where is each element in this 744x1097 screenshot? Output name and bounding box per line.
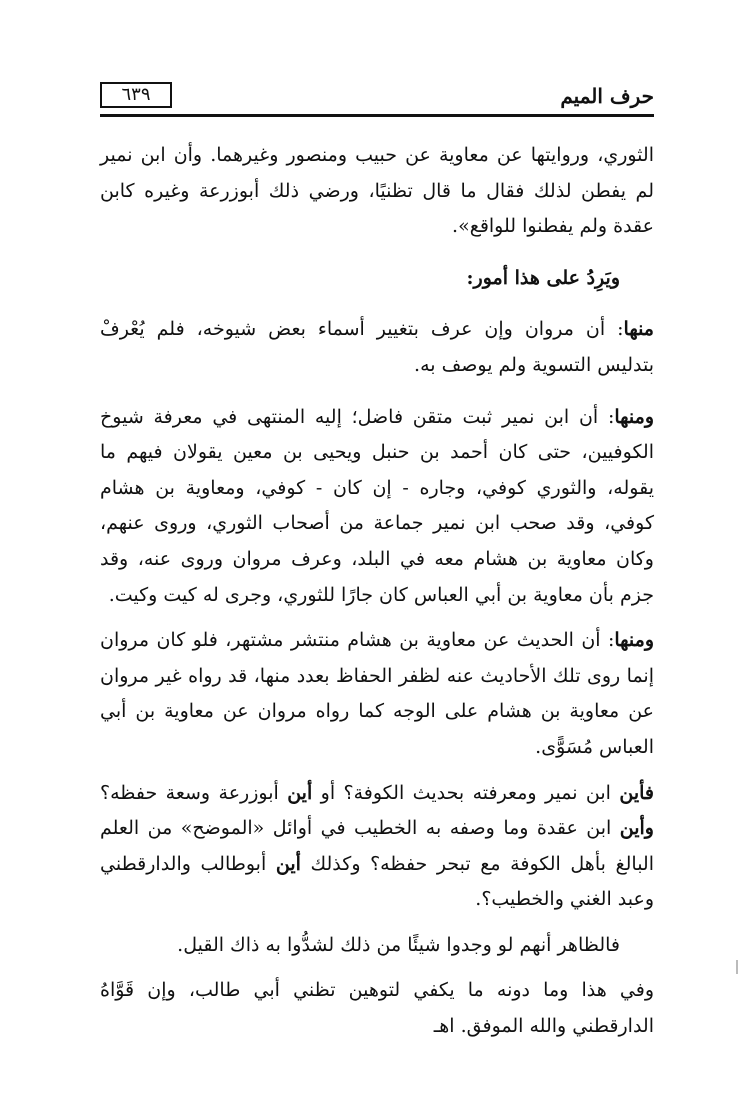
keyword: أين [287, 781, 313, 804]
paragraph-heading [100, 261, 654, 297]
lead-word: ومنها [614, 629, 654, 652]
page-number: ٦٣٩ [100, 82, 172, 108]
paragraph-point-3 [100, 623, 654, 765]
paragraph-final [100, 973, 654, 1044]
lead-word: ومنها [614, 405, 654, 428]
chapter-title: حرف الميم [560, 84, 654, 108]
paragraph-text: أبوزرعة وسعة حفظه؟ [100, 781, 288, 804]
header-rule [100, 114, 654, 117]
body-text [100, 138, 654, 1045]
paragraph-text: وفي هذا وما دونه ما يكفي لتوهين تظني أبي طالب، وإن قَوَّاهُ الدارقطني والله الموفق. اهـ [100, 979, 654, 1038]
keyword: فأين [619, 781, 654, 804]
paragraph-continuation [100, 138, 654, 245]
paragraph-questions [100, 776, 654, 918]
paragraph-text: : أن الحديث عن معاوية بن هشام منتشر مشتهر، فلو كان مروان إنما روى تلك الأحاديث عنه لظفر الحفاظ بعدد منها، قد رواه غير مروان عن معاوية بن هشام على الوجه كما رواه مروان عن معاوية بن أبي العباس مُسَوًّى. [100, 629, 654, 758]
paragraph-text: الثوري، وروايتها عن معاوية عن حبيب ومنصور وغيرهما. وأن ابن نمير لم يفطن لذلك فقال ما قال تظنيًا، ورضي ذلك أبوزرعة وغيره كابن عقدة ولم يفطنوا للواقع». [100, 144, 654, 238]
paragraph-text: : أن ابن نمير ثبت متقن فاضل؛ إليه المنتهى في معرفة شيوخ الكوفيين، حتى كان أحمد بن حنبل ويحيى بن معين يقولان فيهم ما يقوله، والثوري كوفي، وجاره - إن كان - كوفي، ومعاوية بن هشام كوفي، وقد صحب ابن نمير جماعة من أصحاب الثوري، وروى عنهم، وكان معاوية بن هشام معه في البلد، وعرف مروان وروى عنه، وقد جزم بأن معاوية بن أبي العباس كان جارًا للثوري، وجرى له كيت وكيت. [100, 405, 654, 606]
paragraph-point-2 [100, 400, 654, 614]
paragraph-point-1 [100, 312, 654, 383]
paragraph-text: أبوطالب والدارقطني وعبد الغني والخطيب؟. [100, 852, 654, 911]
keyword: وأين [619, 817, 654, 840]
margin-mark [736, 960, 738, 974]
paragraph-text: فالظاهر أنهم لو وجدوا شيئًا من ذلك لشدُّوا به ذاك القيل. [177, 933, 620, 956]
paragraph-conclusion [100, 928, 654, 964]
paragraph-text: ابن نمير ومعرفته بحديث الكوفة؟ أو [312, 781, 620, 804]
section-heading: ويَرِدُ على هذا أمور: [466, 266, 620, 289]
lead-word: منها [623, 318, 654, 341]
paragraph-text: : أن مروان وإن عرف بتغيير أسماء بعض شيوخه، فلم يُعْرفْ بتدليس التسوية ولم يوصف به. [100, 318, 654, 376]
page-header [100, 78, 654, 118]
keyword: أين [275, 852, 301, 875]
paragraph-text: ابن عقدة وما وصفه به الخطيب في أوائل «الموضح» من العلم البالغ بأهل الكوفة مع تبحر حفظه؟ وكذلك [100, 817, 654, 875]
